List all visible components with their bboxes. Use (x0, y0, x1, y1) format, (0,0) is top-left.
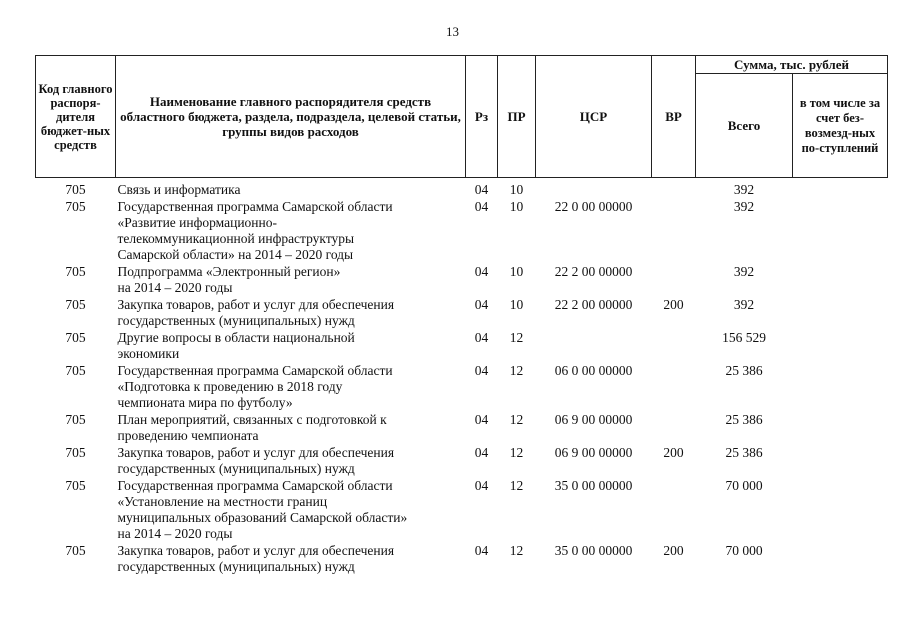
row-name-line: экономики (117, 346, 180, 361)
row-name-line: на 2014 – 2020 годы (117, 526, 233, 541)
row-name-line: государственных (муниципальных) нужд (117, 461, 355, 476)
row-total: 70 000 (725, 543, 763, 558)
header-total: Всего (696, 74, 793, 178)
table-row (36, 543, 888, 576)
row-total: 392 (733, 199, 755, 214)
row-pr: 10 (509, 199, 524, 214)
table-row (36, 445, 888, 478)
header-code: Код главного распоря-дителя бюджет-ных средств (36, 56, 116, 178)
row-csr: 06 0 00 00000 (554, 363, 633, 378)
row-name-line: чемпионата мира по футболу» (117, 395, 293, 410)
row-name-line: Государственная программа Самарской области (117, 363, 393, 378)
row-rz: 04 (474, 478, 489, 493)
row-name (116, 543, 466, 576)
row-rz: 04 (474, 199, 489, 214)
row-name-line: проведению чемпионата (117, 428, 259, 443)
table-row (36, 297, 888, 330)
row-rz: 04 (474, 363, 489, 378)
row-pr: 12 (509, 445, 524, 460)
row-total: 25 386 (725, 363, 763, 378)
row-name (116, 363, 466, 412)
row-free (793, 412, 888, 445)
row-name (116, 182, 466, 199)
table-row (36, 264, 888, 297)
header-vr: ВР (652, 56, 696, 178)
row-pr: 10 (509, 182, 524, 197)
header-sum-group: Сумма, тыс. рублей (696, 56, 888, 74)
row-name-line: Государственная программа Самарской области (117, 478, 393, 493)
row-name (116, 330, 466, 363)
row-free (793, 478, 888, 543)
header-name: Наименование главного распорядителя средств областного бюджета, раздела, подраздела, целевой статьи, группы видов расходов (116, 56, 466, 178)
row-name (116, 199, 466, 264)
row-name (116, 297, 466, 330)
row-name-line: телекоммуникационной инфраструктуры (117, 231, 355, 246)
row-total: 392 (733, 182, 755, 197)
row-vr (652, 199, 696, 264)
row-name-line: Закупка товаров, работ и услуг для обеспечения (117, 445, 395, 460)
row-name (116, 445, 466, 478)
row-free (793, 199, 888, 264)
row-vr: 200 (663, 543, 684, 558)
row-vr (652, 478, 696, 543)
row-csr: 06 9 00 00000 (554, 412, 633, 427)
row-code: 705 (65, 199, 86, 214)
row-free (793, 543, 888, 576)
row-total: 70 000 (725, 478, 763, 493)
row-pr: 12 (509, 478, 524, 493)
row-code: 705 (65, 330, 86, 345)
header-csr: ЦСР (536, 56, 652, 178)
row-code: 705 (65, 363, 86, 378)
row-free (793, 363, 888, 412)
row-code: 705 (65, 297, 86, 312)
table-row (36, 363, 888, 412)
row-name-line: План мероприятий, связанных с подготовкой к (117, 412, 387, 427)
row-name-line: государственных (муниципальных) нужд (117, 313, 355, 328)
table-header (36, 56, 888, 178)
row-name (116, 264, 466, 297)
row-vr (652, 330, 696, 363)
row-name-line: «Развитие информационно- (117, 215, 278, 230)
row-csr: 22 2 00 00000 (554, 297, 633, 312)
table-row (36, 412, 888, 445)
row-pr: 12 (509, 330, 524, 345)
row-name-line: «Подготовка к проведению в 2018 году (117, 379, 343, 394)
row-total: 25 386 (725, 412, 763, 427)
row-free (793, 330, 888, 363)
row-code: 705 (65, 445, 86, 460)
row-total: 156 529 (722, 330, 766, 345)
row-vr (652, 412, 696, 445)
row-code: 705 (65, 264, 86, 279)
row-rz: 04 (474, 445, 489, 460)
header-pr: ПР (498, 56, 536, 178)
row-total: 392 (733, 264, 755, 279)
row-csr: 35 0 00 00000 (554, 478, 633, 493)
row-pr: 12 (509, 412, 524, 427)
page-number: 13 (446, 24, 459, 39)
row-rz: 04 (474, 330, 489, 345)
row-name-line: государственных (муниципальных) нужд (117, 559, 355, 574)
row-code: 705 (65, 478, 86, 493)
row-free (793, 297, 888, 330)
row-name-line: Государственная программа Самарской области (117, 199, 393, 214)
row-name-line: на 2014 – 2020 годы (117, 280, 233, 295)
header-rz: Рз (466, 56, 498, 178)
row-name-line: Закупка товаров, работ и услуг для обеспечения (117, 543, 395, 558)
budget-table (35, 55, 888, 576)
header-free: в том числе за счет без-возмезд-ных по-ступлений (793, 74, 888, 178)
table-row (36, 330, 888, 363)
row-vr: 200 (663, 445, 684, 460)
row-name-line: Связь и информатика (117, 182, 241, 197)
row-code: 705 (65, 412, 86, 427)
row-total: 392 (733, 297, 755, 312)
row-pr: 10 (509, 264, 524, 279)
row-name-line: Самарской области» на 2014 – 2020 годы (117, 247, 354, 262)
row-free (793, 264, 888, 297)
row-csr (536, 182, 652, 199)
row-name (116, 478, 466, 543)
row-rz: 04 (474, 182, 489, 197)
row-rz: 04 (474, 264, 489, 279)
row-vr: 200 (663, 297, 684, 312)
row-pr: 12 (509, 543, 524, 558)
row-vr (652, 264, 696, 297)
row-pr: 10 (509, 297, 524, 312)
row-csr: 22 2 00 00000 (554, 264, 633, 279)
row-name (116, 412, 466, 445)
row-free (793, 182, 888, 199)
table-row (36, 182, 888, 199)
row-vr (652, 182, 696, 199)
row-name-line: муниципальных образований Самарской области» (117, 510, 408, 525)
row-pr: 12 (509, 363, 524, 378)
row-code: 705 (65, 182, 86, 197)
table-row (36, 478, 888, 543)
row-name-line: Другие вопросы в области национальной (117, 330, 355, 345)
row-name-line: Подпрограмма «Электронный регион» (117, 264, 341, 279)
row-free (793, 445, 888, 478)
row-name-line: Закупка товаров, работ и услуг для обеспечения (117, 297, 395, 312)
row-csr (536, 330, 652, 363)
row-csr: 22 0 00 00000 (554, 199, 633, 214)
row-rz: 04 (474, 543, 489, 558)
table-body (36, 178, 888, 577)
row-vr (652, 363, 696, 412)
row-rz: 04 (474, 412, 489, 427)
row-rz: 04 (474, 297, 489, 312)
row-csr: 06 9 00 00000 (554, 445, 633, 460)
row-total: 25 386 (725, 445, 763, 460)
row-csr: 35 0 00 00000 (554, 543, 633, 558)
table-row (36, 199, 888, 264)
row-code: 705 (65, 543, 86, 558)
row-name-line: «Установление на местности границ (117, 494, 328, 509)
